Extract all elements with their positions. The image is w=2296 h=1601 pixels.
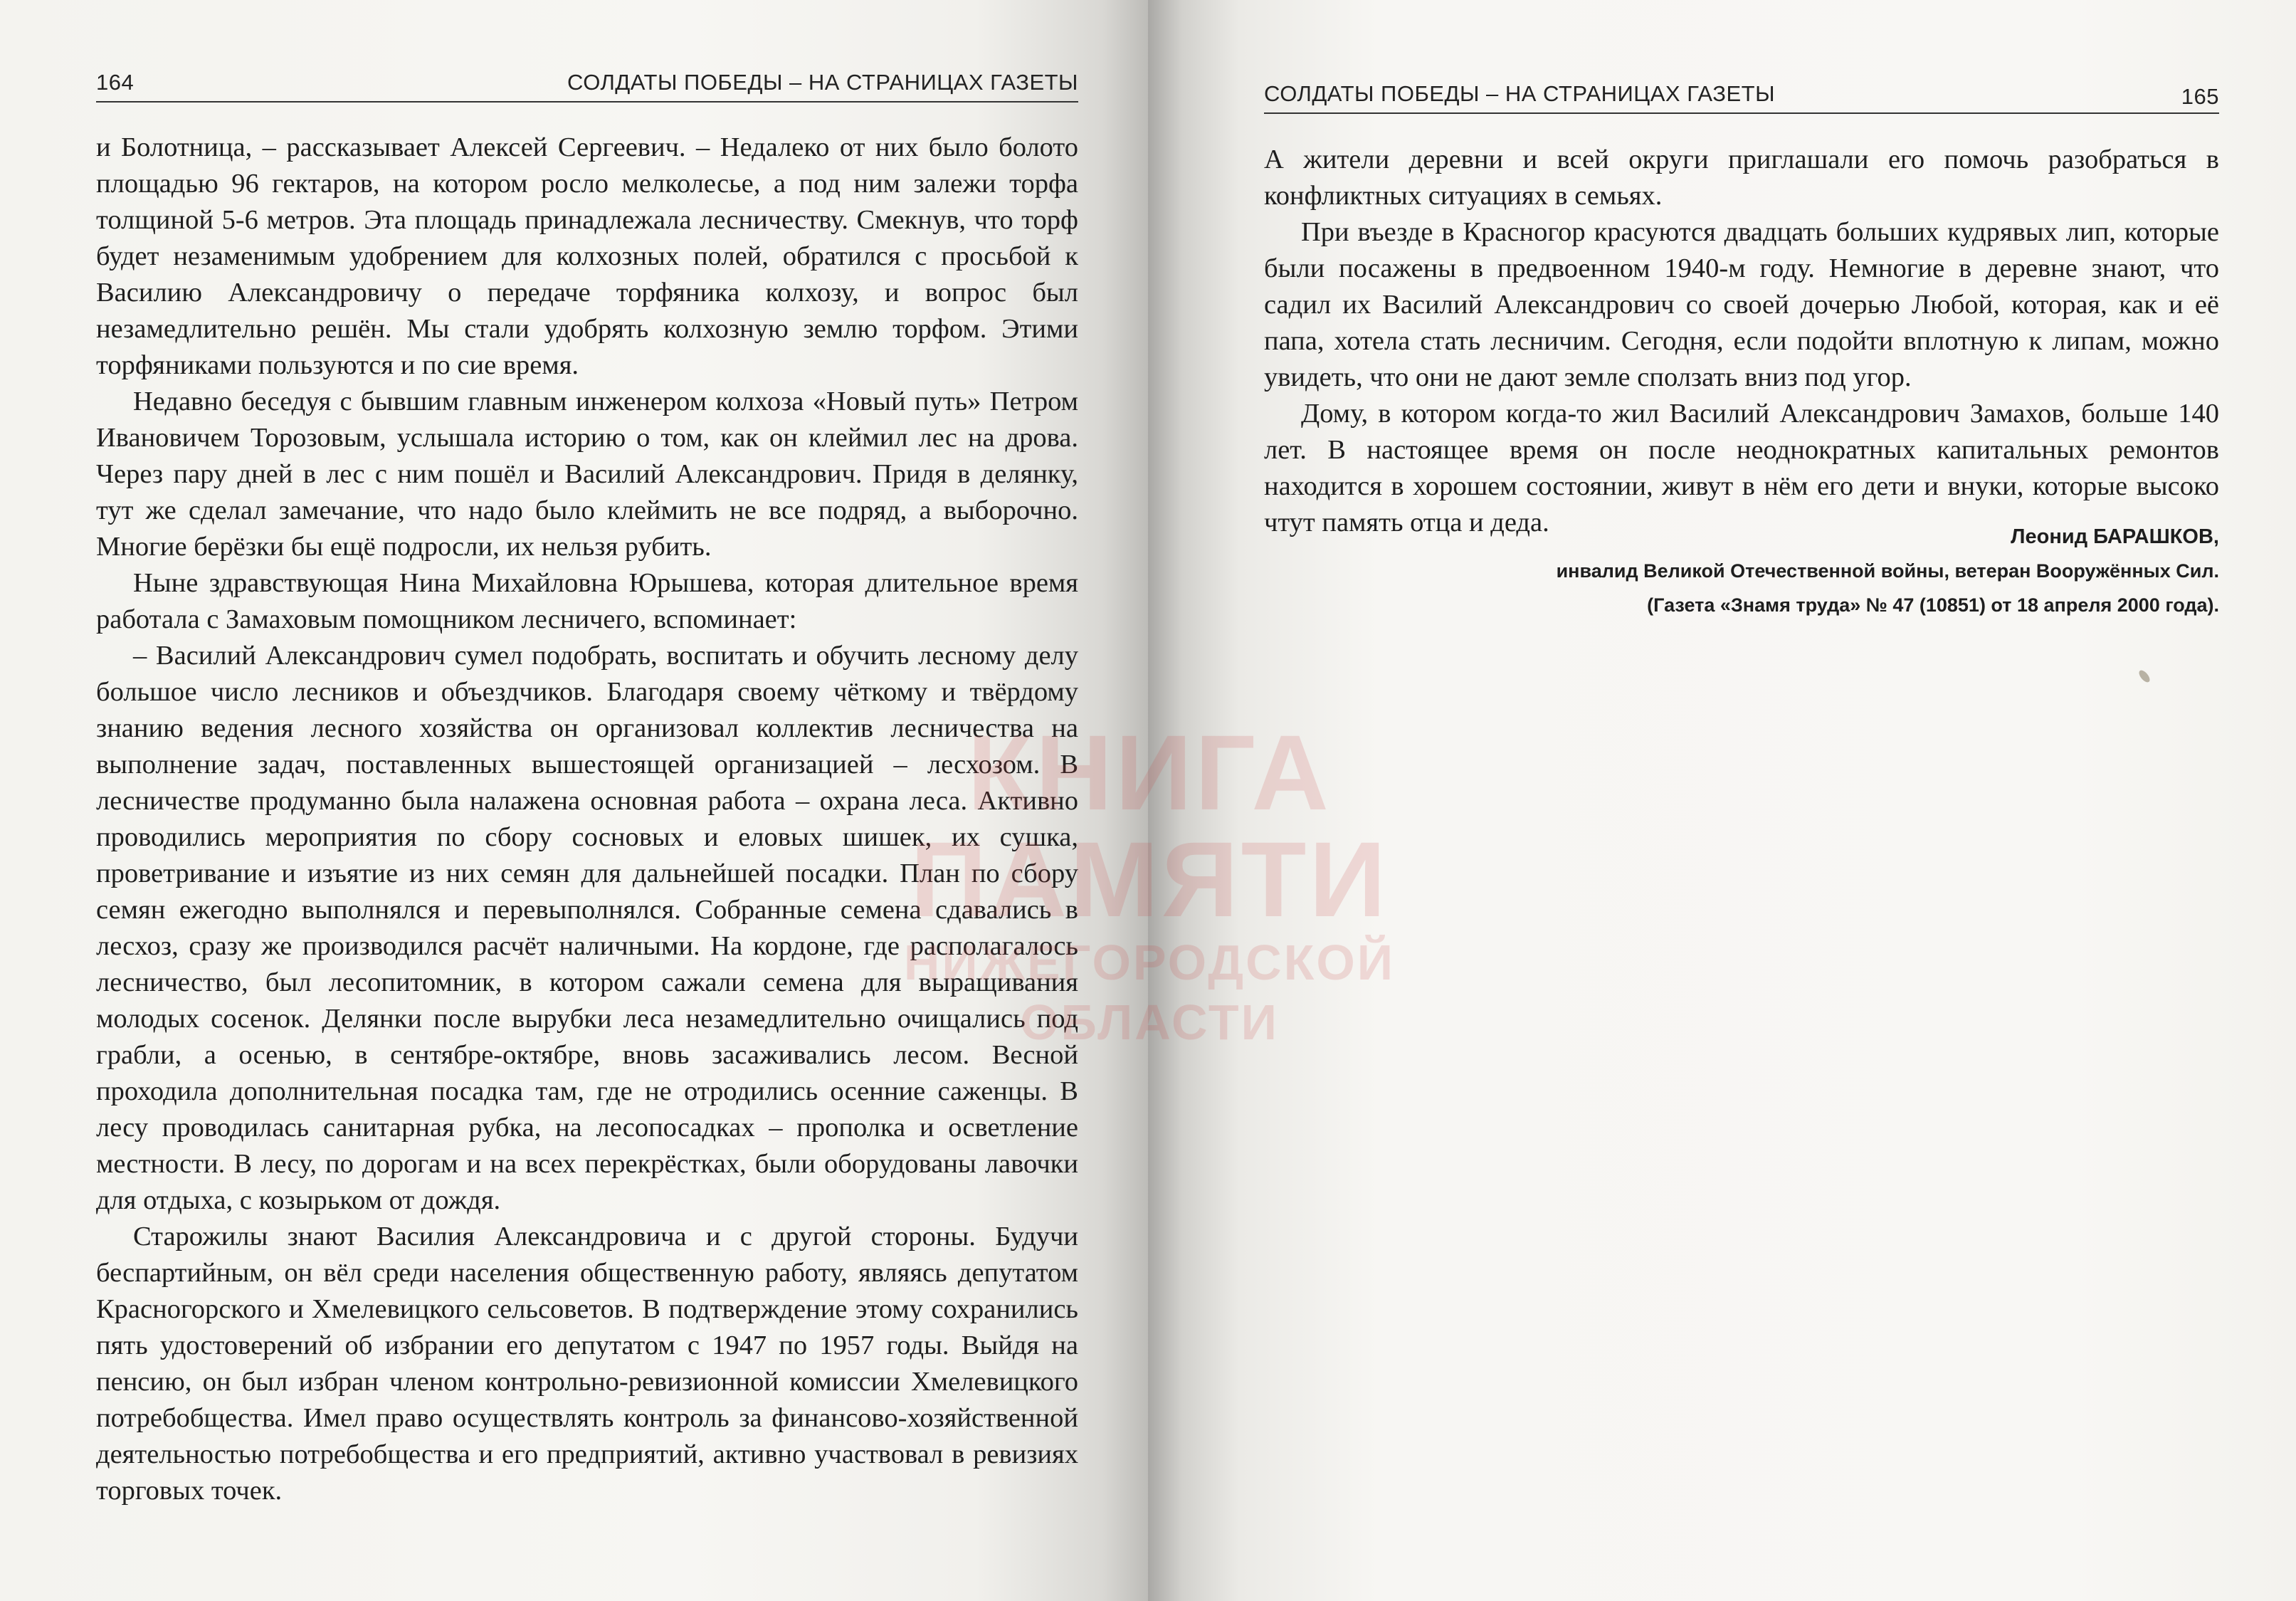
right-body-text — [1264, 142, 2219, 541]
paragraph: и Болотница, – рассказывает Алексей Сергеевич. – Недалеко от них было болото площадью 96 гектаров, на котором росло мелколесье, а под ним залежи торфа толщиной 5-6 метров. Эта площадь принадлежала лесничеству. Смекнув, что торф будет незаменимым удобрением для колхозных полей, обратился с просьбой к Василию Александровичу о передаче торфяника колхозу, и вопрос был незамедлительно решён. Мы стали удобрять колхозную землю торфом. Этими торфяниками пользуются и по сие время. — [96, 132, 1078, 380]
left-running-head — [96, 65, 1078, 103]
paragraph: А жители деревни и всей округи приглашали его помочь разобраться в конфликтных ситуациях в семьях. — [1264, 145, 2219, 211]
signature-source: (Газета «Знамя труда» № 47 (10851) от 18 апреля 2000 года). — [1647, 594, 2219, 616]
right-page — [1148, 0, 2296, 1601]
left-page-number: 164 — [96, 70, 135, 95]
right-running-head — [1264, 77, 2219, 114]
left-running-title: СОЛДАТЫ ПОБЕДЫ – НА СТРАНИЦАХ ГАЗЕТЫ — [567, 70, 1078, 95]
paragraph: Дому, в котором когда-то жил Василий Александрович Замахов, больше 140 лет. В настоящее время он после неоднократных капитальных ремонтов находится в хорошем состоянии, живут в нём его дети и внуки, которые высоко чтут память отца и деда. — [1264, 399, 2219, 537]
right-page-number: 165 — [2181, 84, 2219, 109]
right-running-title: СОЛДАТЫ ПОБЕДЫ – НА СТРАНИЦАХ ГАЗЕТЫ — [1264, 81, 1776, 106]
paragraph: При въезде в Красногор красуются двадцать больших кудрявых лип, которые были посажены в предвоенном 1940-м году. Немногие в деревне знают, что садил их Василий Александрович со своей дочерью Любой, которая, как и её папа, хотела стать лесничим. Сегодня, если подойти вплотную к липам, можно увидеть, что они не дают земле сползать вниз под угор. — [1264, 217, 2219, 392]
signature-role: инвалид Великой Отечественной войны, ветеран Вооружённых Сил. — [1556, 560, 2219, 582]
paragraph: Старожилы знают Василия Александровича и с другой стороны. Будучи беспартийным, он вёл среди населения общественную работу, являясь депутатом Красногорского и Хмелевицкого сельсоветов. В подтверждение этому сохранились пять удостоверений об избрании его депутатом с 1947 по 1957 годы. Выйдя на пенсию, он был избран членом контрольно-ревизионной комиссии Хмелевицкого потребобщества. Имел право осуществлять контроль за финансово-хозяйственной деятельностью потребобщества и его предприятий, активно участвовал в ревизиях торговых точек. — [96, 1222, 1078, 1506]
paragraph: Недавно беседуя с бывшим главным инженером колхоза «Новый путь» Петром Ивановичем Торозовым, услышала историю о том, как он клеймил лес на дрова. Через пару дней в лес с ним пошёл и Василий Александрович. Придя в делянку, тут же сделал замечание, что надо было клеймить не все подряд, а выборочно. Многие берёзки бы ещё подросли, их нельзя рубить. — [96, 387, 1078, 562]
paragraph: Ныне здравствующая Нина Михайловна Юрышева, которая длительное время работала с Замаховым помощником лесничего, вспоминает: — [96, 568, 1078, 634]
signature-author: Леонид БАРАШКОВ, — [2011, 525, 2219, 548]
left-body-text — [96, 130, 1078, 1509]
paragraph: – Василий Александрович сумел подобрать, воспитать и обучить лесному делу большое число лесников и объездчиков. Благодаря своему чёткому и твёрдому знанию ведения лесного хозяйства он организовал коллектив лесничества на выполнение задач, поставленных вышестоящей организацией – лесхозом. В лесничестве продуманно была налажена основная работа – охрана леса. Активно проводились мероприятия по сбору сосновых и еловых шишек, их сушка, проветривание и изъятие из них семян для дальнейшей посадки. План по сбору семян ежегодно выполнялся и перевыполнялся. Собранные семена сдавались в лесхоз, сразу же производился расчёт наличными. На кордоне, где располагалось лесничество, был лесопитомник, в котором сажали семена для выращивания молодых сосенок. Делянки после вырубки леса незамедлительно очищались под грабли, а осенью, в сентябре-октябре, вновь засаживались лесом. Весной проходила дополнительная посадка там, где не отродились осенние саженцы. В лесу проводилась санитарная рубка, на лесопосадках – прополка и осветление местности. В лесу, по дорогам и на всех перекрёстках, были оборудованы лавочки для отдыха, с козырьком от дождя. — [96, 641, 1078, 1215]
paper-speck — [2137, 668, 2152, 684]
article-signature — [1557, 520, 2219, 622]
